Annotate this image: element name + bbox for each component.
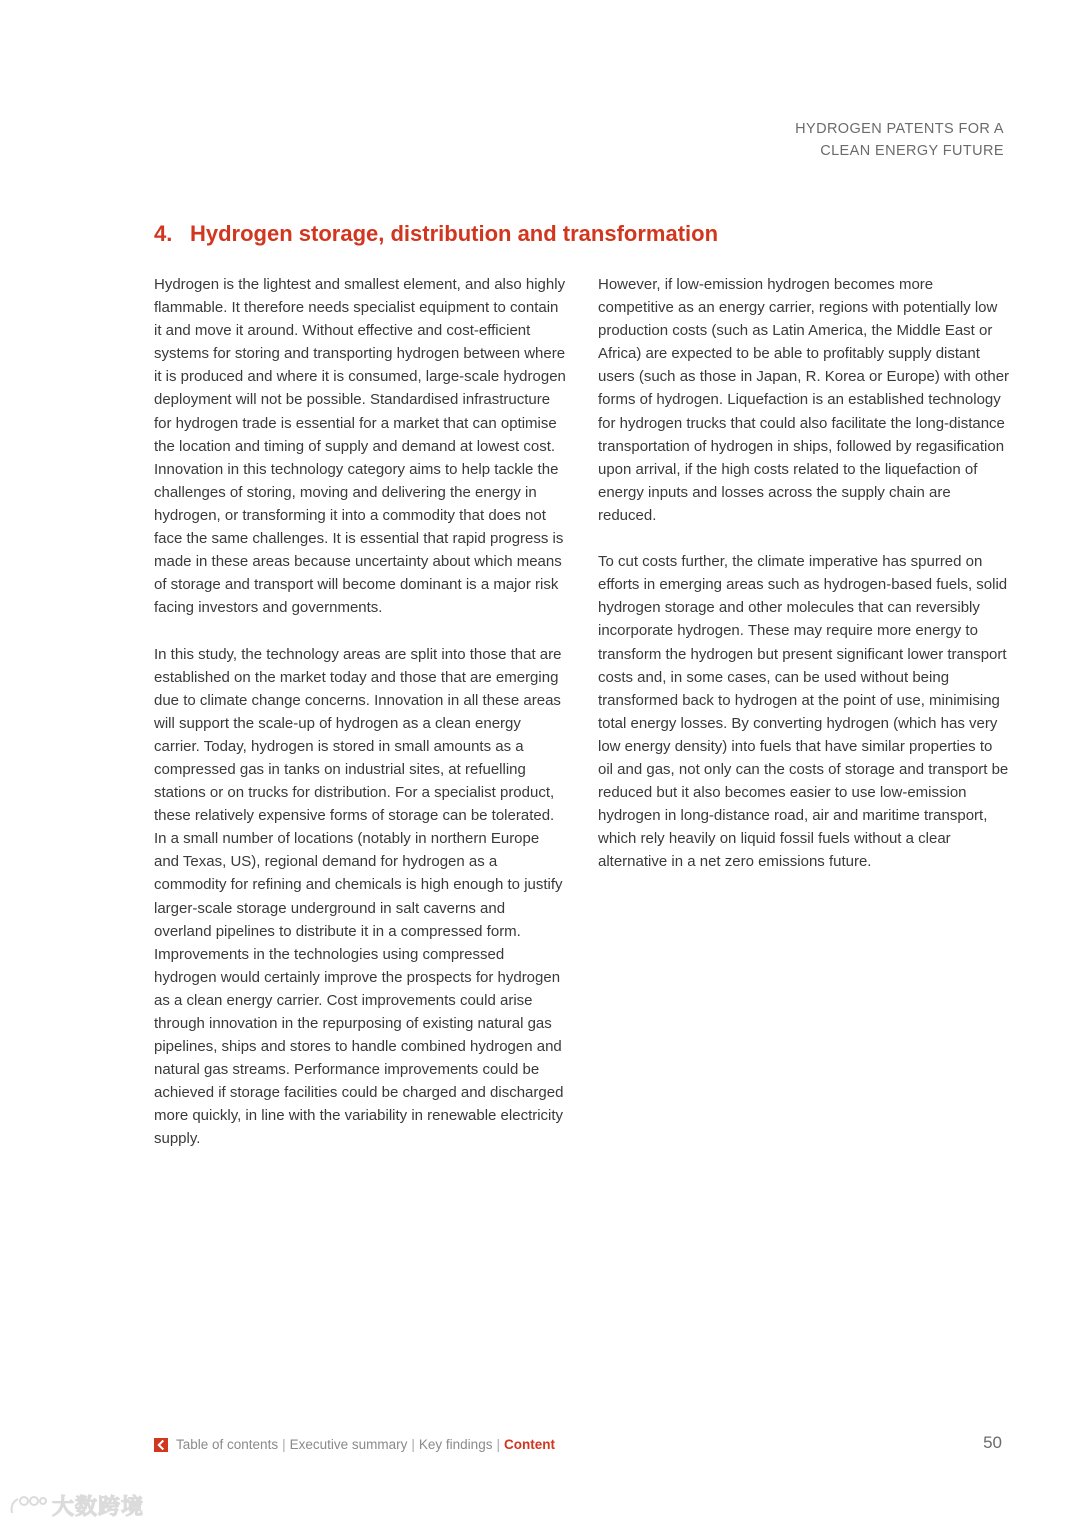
right-column	[598, 273, 1010, 897]
right-paragraph-2: To cut costs further, the climate imperative has spurred on efforts in emerging areas such as hydrogen-based fuels, solid hydrogen storage and other molecules that can reversibly incorporate hydrogen. These may require more energy to transform the hydrogen but present significant lower transport costs and, in some cases, can be used without being transformed back to hydrogen at the point of use, minimising total energy losses. By converting hydrogen (which has very low energy density) into fuels that have similar properties to oil and gas, not only can the costs of storage and transport be reduced but it also becomes easier to use low-emission hydrogen in long-distance road, air and maritime transport, which rely heavily on liquid fossil fuels without a clear alternative in a net zero emissions future.	[598, 553, 1009, 871]
chevron-left-icon[interactable]	[154, 1438, 168, 1452]
left-paragraph-1: Hydrogen is the lightest and smallest element, and also highly flammable. It therefore needs specialist equipment to contain it and move it around. Without effective and cost-efficient systems for storing and transporting hydrogen between where it is produced and where it is consumed, large-scale hydrogen deployment will not be possible. Standardised infrastructure for hydrogen trade is essential for a market that can optimise the location and timing of supply and demand at lowest cost. Innovation in this technology category aims to help tackle the challenges of storing, moving and delivering the energy in hydrogen, or transforming it into a commodity that does not face the same challenges. It is essential that rapid progress is made in these areas because uncertainty about which means of storage and transport will become dominant is a major risk facing investors and governments.	[154, 276, 566, 617]
footer-navigation	[154, 1436, 555, 1454]
nav-link-executive-summary[interactable]: Executive summary	[289, 1437, 408, 1452]
watermark-logo-icon	[8, 1493, 48, 1519]
section-number: 4.	[154, 221, 173, 246]
nav-link-content-current[interactable]: Content	[503, 1437, 555, 1452]
running-header-line1: HYDROGEN PATENTS FOR A	[795, 121, 1004, 137]
watermark-text: 大数跨境	[52, 1494, 145, 1519]
nav-separator: |	[411, 1437, 415, 1452]
section-title-text: Hydrogen storage, distribution and transformation	[190, 221, 719, 246]
nav-link-key-findings[interactable]: Key findings	[418, 1437, 493, 1452]
section-title	[154, 221, 718, 247]
nav-separator: |	[496, 1437, 500, 1452]
nav-separator: |	[282, 1437, 286, 1452]
page-number: 50	[983, 1433, 1002, 1452]
running-header	[795, 118, 1004, 162]
running-header-line2: CLEAN ENERGY FUTURE	[820, 143, 1004, 159]
right-paragraph-1: However, if low-emission hydrogen becomes more competitive as an energy carrier, regions with potentially low production costs (such as Latin America, the Middle East or Africa) are expected to be able to profitably supply distant users (such as those in Japan, R. Korea or Europe) with other forms of hydrogen. Liquefaction is an established technology for hydrogen trucks that could also facilitate the long-distance transportation of hydrogen in ships, followed by regasification upon arrival, if the high costs related to the liquefaction of energy inputs and losses across the supply chain are reduced.	[598, 276, 1010, 524]
watermark	[8, 1490, 144, 1521]
left-column	[154, 273, 566, 1174]
nav-link-table-of-contents[interactable]: Table of contents	[176, 1437, 279, 1452]
left-paragraph-2: In this study, the technology areas are split into those that are established on the market today and those that are emerging due to climate change concerns. Innovation in all these areas will support the scale-up of hydrogen as a clean energy carrier. Today, hydrogen is stored in small amounts as a compressed gas in tanks on industrial sites, at refuelling stations or on trucks for distribution. For a specialist product, these relatively expensive forms of storage can be tolerated. In a small number of locations (notably in northern Europe and Texas, US), regional demand for hydrogen as a commodity for refining and chemicals is high enough to justify larger-scale storage underground in salt caverns and overland pipelines to distribute it in a compressed form. Improvements in the technologies using compressed hydrogen would certainly improve the prospects for hydrogen as a clean energy carrier. Cost improvements could arise through innovation in the repurposing of existing natural gas pipelines, ships and stores to handle combined hydrogen and natural gas streams. Performance improvements could be achieved if storage facilities could be charged and discharged more quickly, in line with the variability in renewable electricity supply.	[154, 645, 564, 1148]
